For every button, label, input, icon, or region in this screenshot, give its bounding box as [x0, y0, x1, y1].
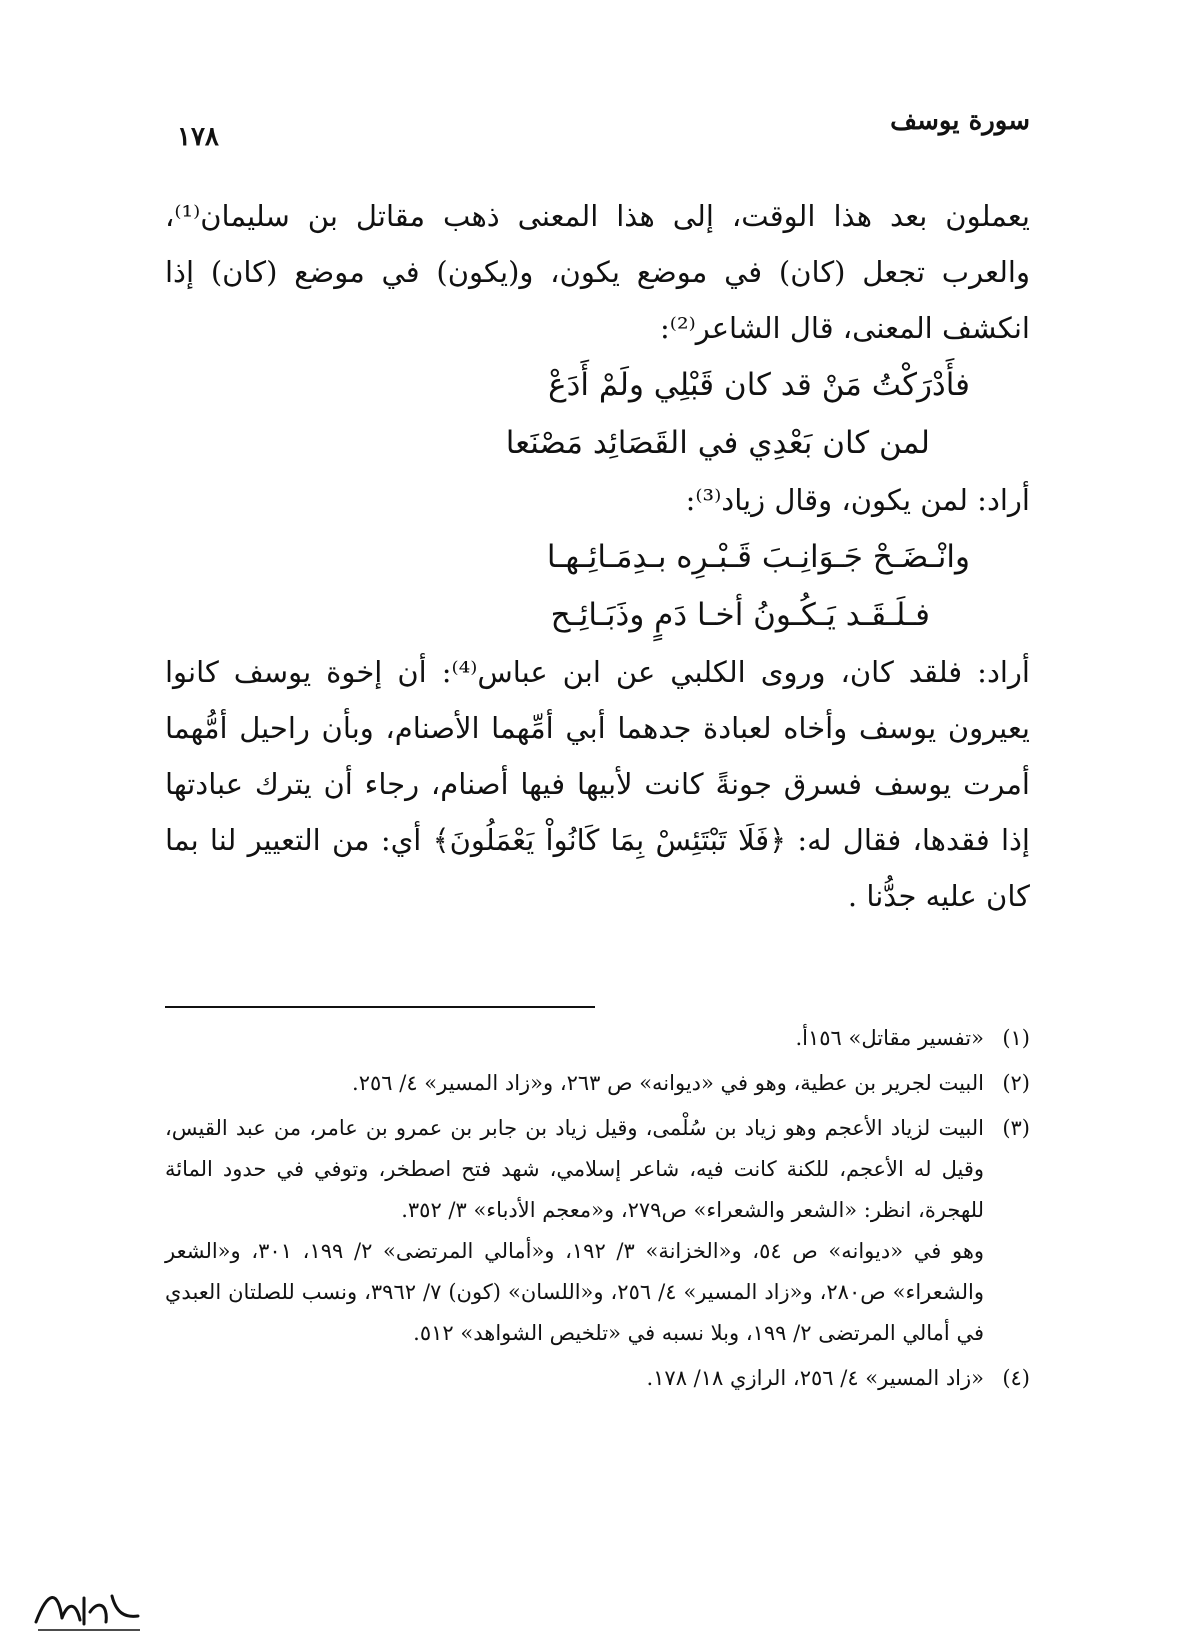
- main-text: [165, 188, 1030, 924]
- verse-line-3: وانْـضَـحْ جَـوَانِـبَ قَـبْـرِه بـدِمَـائِـهـا: [546, 539, 970, 575]
- footnote-text: البيت لزياد الأعجم وهو زياد بن سُلْمى، وقيل زياد بن جابر بن عمرو بن عامر، من عبد القيس، وقيل له الأعجم، للكنة كانت فيه، شاعر إسلامي، شهد فتح اصطخر، وتوفي في حدود المائة للهجرة، انظر: «الشعر والشعراء» ص٢٧٩، و«معجم الأدباء» ٣/ ٣٥٢.: [165, 1116, 984, 1222]
- footnote-text: «تفسير مقاتل» ١٥٦أ.: [795, 1026, 984, 1050]
- verse-line-2: لمن كان بَعْدِي في القَصَائِد مَصْنَعا: [505, 425, 930, 461]
- footnote-3-continuation: وهو في «ديوانه» ص ٥٤، و«الخزانة» ٣/ ١٩٢، و«أمالي المرتضى» ٢/ ١٩٩، ٣٠١، و«الشعر والشعراء» ص٢٨٠، و«زاد المسير» ٤/ ٢٥٦، و«اللسان» (كون) ٧/ ٣٩٦٢، ونسب للصلتان العبدي في أمالي المرتضى ٢/ ١٩٩، وبلا نسبه في «تلخيص الشواهد» ٥١٢.: [165, 1239, 985, 1345]
- footnote-1: [165, 1018, 1030, 1059]
- footnote-number: (٣): [1002, 1116, 1030, 1140]
- verse-line-4: فـلَـقَـد يَـكُـونُ أخـا دَمٍ وذَبَـائِـح: [550, 597, 930, 633]
- paragraph-intro: يعملون بعد هذا الوقت، إلى هذا المعنى ذهب مقاتل بن سليمان⁽¹⁾، والعرب تجعل (كان) في موضع يكون، و(يكون) في موضع (كان) إذا انكشف المعنى، قال الشاعر⁽²⁾:: [165, 199, 1030, 345]
- footnote-number: (٢): [1002, 1071, 1030, 1095]
- footnotes: [165, 1018, 1030, 1399]
- paragraph-ziyad: أراد: لمن يكون، وقال زياد⁽³⁾:: [685, 483, 1030, 517]
- surah-title: سورة يوسف: [890, 106, 1030, 136]
- footnote-separator: [165, 1006, 595, 1008]
- page-header: [165, 100, 1030, 160]
- footnote-text: البيت لجرير بن عطية، وهو في «ديوانه» ص ٢٦٣، و«زاد المسير» ٤/ ٢٥٦.: [352, 1071, 984, 1095]
- footnote-number: (١): [1002, 1026, 1030, 1050]
- verse-line-1: فأَدْرَكْتُ مَنْ قد كان قَبْلِي ولَمْ أَدَعْ: [548, 367, 970, 403]
- footnote-4: [165, 1358, 1030, 1399]
- footnote-2: [165, 1063, 1030, 1104]
- page-number: ١٧٨: [177, 122, 219, 152]
- paragraph-kalbi: أراد: فلقد كان، وروى الكلبي عن ابن عباس⁽⁴⁾: أن إخوة يوسف كانوا يعيرون يوسف وأخاه لعبادة جدهما أبي أمِّهما الأصنام، وبأن راحيل أمُّهما أمرت يوسف فسرق جونةً كانت لأبيها فيها أصنام، رجاء أن يترك عبادتها إذا فقدها، فقال له: ﴿فَلَا تَبْتَئِسْ بِمَا كَانُواْ يَعْمَلُونَ﴾ أي: من التعيير لنا بما كان عليه جدُّنا .: [165, 655, 1030, 913]
- footnote-number: (٤): [1002, 1366, 1030, 1390]
- footnote-text: «زاد المسير» ٤/ ٢٥٦، الرازي ١٨/ ١٧٨.: [646, 1366, 984, 1390]
- publisher-logo: [28, 1582, 148, 1638]
- footnote-3: [165, 1108, 1030, 1231]
